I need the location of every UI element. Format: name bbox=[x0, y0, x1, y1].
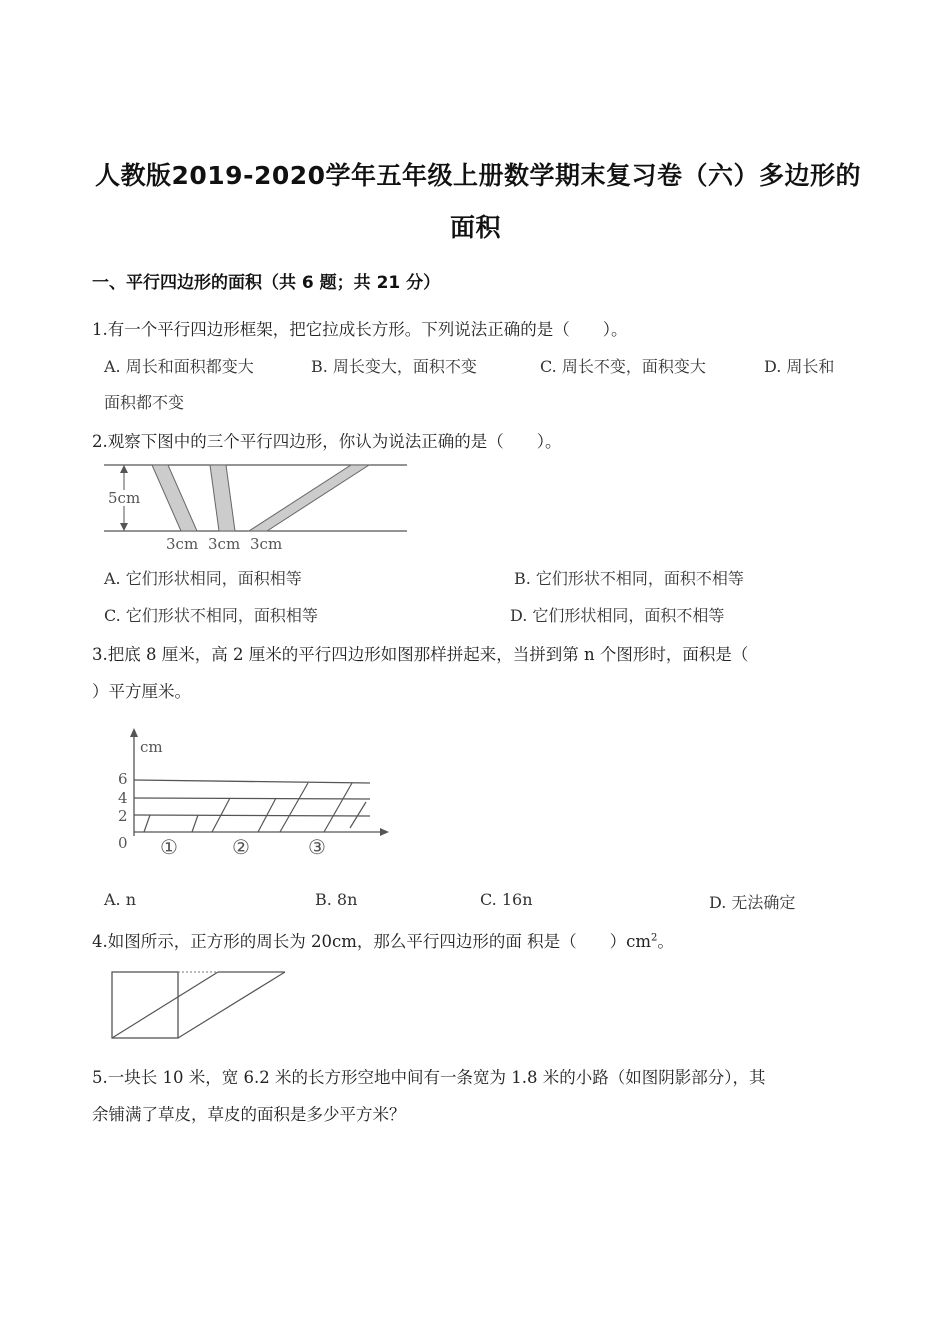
question-4-text bbox=[92, 928, 674, 952]
question-4-unit: cm bbox=[626, 932, 652, 951]
question-1-option-d-continued: 面积都不变 bbox=[104, 393, 185, 412]
question-3-figure bbox=[112, 728, 397, 863]
question-4-text-main: 4.如图所示，正方形的周长为 20cm，那么平行四边形的面 积是（ ） bbox=[92, 932, 627, 951]
question-3-option-d: D. 无法确定 bbox=[709, 893, 796, 912]
base-label-2: 3cm bbox=[208, 535, 241, 553]
axis-unit-label: cm bbox=[140, 738, 163, 756]
question-3-option-a: A. n bbox=[104, 890, 137, 909]
question-1-option-d: D. 周长和 bbox=[764, 357, 835, 376]
document-title-line1: 人教版2019-2020学年五年级上册数学期末复习卷（六）多边形的 bbox=[95, 161, 862, 190]
question-1-option-b: B. 周长变大，面积不变 bbox=[311, 357, 477, 376]
figure-label-1: ① bbox=[160, 835, 178, 859]
question-2-text: 2.观察下图中的三个平行四边形，你认为说法正确的是（ ）。 bbox=[92, 432, 562, 451]
question-3-option-c: C. 16n bbox=[480, 890, 533, 909]
question-1-option-c: C. 周长不变，面积变大 bbox=[540, 357, 706, 376]
section-heading: 一、平行四边形的面积（共 6 题；共 21 分） bbox=[92, 273, 441, 293]
question-3-option-b: B. 8n bbox=[315, 890, 358, 909]
figure-label-3: ③ bbox=[308, 835, 326, 859]
height-label: 5cm bbox=[108, 489, 141, 507]
y-tick-4: 4 bbox=[118, 789, 128, 807]
question-1-text: 1.有一个平行四边形框架，把它拉成长方形。下列说法正确的是（ ）。 bbox=[92, 320, 628, 339]
y-tick-2: 2 bbox=[118, 807, 128, 825]
question-4-end: 。 bbox=[657, 932, 674, 951]
base-label-1: 3cm bbox=[166, 535, 199, 553]
question-5-line2: 余铺满了草皮，草皮的面积是多少平方米？ bbox=[92, 1105, 406, 1124]
base-label-3: 3cm bbox=[250, 535, 283, 553]
question-2-option-a: A. 它们形状相同，面积相等 bbox=[104, 569, 302, 588]
question-2-option-d: D. 它们形状相同，面积不相等 bbox=[510, 606, 725, 625]
y-tick-6: 6 bbox=[118, 770, 128, 788]
question-2-figure bbox=[104, 458, 414, 558]
y-tick-0: 0 bbox=[118, 834, 128, 852]
figure-label-2: ② bbox=[232, 835, 250, 859]
document-title-line2: 面积 bbox=[450, 213, 502, 242]
question-5-line1: 5.一块长 10 米，宽 6.2 米的长方形空地中间有一条宽为 1.8 米的小路（如图阴影部分），其 bbox=[92, 1068, 766, 1087]
question-3-text-continued: ）平方厘米。 bbox=[92, 682, 191, 701]
question-4-unit-exponent: 2 bbox=[651, 932, 658, 944]
question-2-option-c: C. 它们形状不相同，面积相等 bbox=[104, 606, 318, 625]
question-3-text: 3.把底 8 厘米，高 2 厘米的平行四边形如图那样拼起来，当拼到第 n 个图形时，面积是（ bbox=[92, 645, 749, 664]
question-2-option-b: B. 它们形状不相同，面积不相等 bbox=[514, 569, 744, 588]
question-4-figure bbox=[110, 970, 290, 1042]
question-1-option-a: A. 周长和面积都变大 bbox=[104, 357, 254, 376]
